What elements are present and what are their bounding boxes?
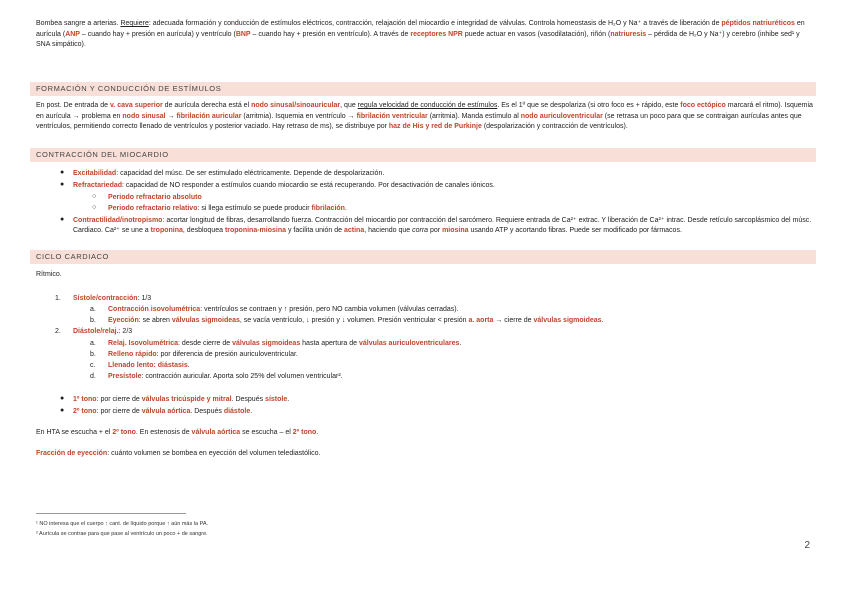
text: .	[459, 340, 462, 347]
text: . Después	[231, 396, 266, 403]
section-header-contraccion	[30, 148, 816, 162]
highlight: fibrilación	[311, 205, 345, 212]
highlight: sístole	[265, 396, 288, 403]
list-item-eyeccion	[108, 316, 604, 326]
text: : capacidad de NO responder a estímulos cuando miocardio se está recuperando. Por desactivación de canales iónicos.	[122, 182, 495, 189]
section-title: CONTRACCIÓN DEL MIOCARDIO	[36, 150, 169, 159]
text: . En estenosis de	[135, 429, 192, 436]
list-item-llenado	[108, 361, 190, 371]
text: : si llega estímulo se puede producir	[197, 205, 312, 212]
text: : por diferencia de presión auriculoventricular.	[156, 351, 298, 358]
text: En HTA se escucha + el	[36, 429, 113, 436]
text: En post. De entrada de	[36, 102, 110, 109]
text: – cuando hay + presión en ventrículo). A través de	[250, 30, 411, 38]
highlight: válvulas sigmoideas	[171, 317, 240, 324]
list-item-relajacion	[108, 339, 461, 349]
text: Bombea sangre a arterias.	[36, 20, 121, 27]
text: .	[287, 396, 290, 403]
text: .	[316, 429, 319, 436]
term: Eyección	[108, 317, 139, 324]
text: , desbloquea	[182, 227, 225, 234]
highlight: troponina	[150, 227, 183, 234]
list-item-isovolumetrica	[108, 305, 459, 315]
list-item-periodo-absoluto	[108, 193, 202, 203]
section-header-ciclo	[30, 250, 816, 264]
underlined-text: regula velocidad de conducción de estímulos	[357, 102, 498, 109]
text: . Es el 1º que se despolariza (si otro foco es + rápido, este	[497, 102, 681, 109]
term: Sístole/contracción	[73, 295, 138, 302]
term: Relaj. Isovolumétrica	[108, 340, 179, 347]
bullet-circle: ○	[92, 193, 97, 200]
text: , que	[340, 102, 358, 109]
italic-text: corra	[412, 227, 429, 234]
highlight: péptidos natriuréticos	[721, 20, 795, 27]
list-item-primer-tono	[73, 395, 289, 405]
text: por	[428, 227, 443, 234]
intro-paragraph	[36, 19, 814, 51]
page-number: 2	[804, 540, 810, 551]
highlight: fibrilación auricular	[176, 112, 242, 120]
text: : 2/3	[118, 328, 133, 335]
term: Excitabilidad	[73, 170, 117, 177]
highlight: válvulas tricúspide y mitral	[141, 396, 232, 403]
list-item-relleno	[108, 350, 298, 360]
text: y facilita unión de	[286, 227, 344, 234]
highlight: válvulas sigmoideas	[232, 340, 301, 347]
text: .	[250, 408, 253, 415]
list-item-contractilidad	[73, 216, 815, 236]
formacion-paragraph	[36, 101, 814, 133]
highlight: fibrilación ventricular	[356, 112, 428, 120]
highlight: nodo sinusal	[122, 112, 166, 120]
highlight: válvula aórtica	[191, 429, 241, 436]
text: . Después	[190, 408, 224, 415]
term: Llenado lento: diástasis	[108, 362, 188, 369]
highlight: foco ectópico	[680, 102, 726, 109]
footnote-1: ¹ NO interesa que el cuerpo ↑ cant. de líquido porque ↑ aún más la PA.	[36, 521, 209, 527]
text: , haciendo que	[364, 227, 413, 234]
text: : capacidad del músc. De ser estimulado eléctricamente. Depende de despolarización.	[116, 170, 385, 177]
text: puede actuar en vasos (vasodilatación), riñón (	[462, 30, 611, 38]
underlined-text: Requiere	[120, 20, 149, 27]
list-letter: d.	[90, 373, 96, 380]
text: : acortar longitud de fibras, desarrollando fuerza. Contracción del miocardio por contracción del sarcómero. Requiere entrada de Ca²⁺ extrac. Y liberación de Ca²⁺ intrac. Desde retículo sarcoplásmico del músc. Cardiaco. Ca²⁺ se une a	[73, 217, 812, 234]
text: hasta apertura de	[300, 340, 359, 347]
list-letter: b.	[90, 351, 96, 358]
footnote-separator	[36, 513, 186, 514]
list-letter: a.	[90, 340, 96, 347]
list-item-segundo-tono	[73, 407, 252, 417]
highlight: v. cava superior	[109, 102, 163, 109]
list-item-excitabilidad	[73, 169, 384, 179]
term: Presístole	[108, 373, 142, 380]
term: Contracción isovolumétrica	[108, 306, 201, 313]
text: : contracción auricular. Aporta solo 25% del volumen ventricular².	[141, 373, 343, 380]
bullet-dot: ●	[60, 216, 65, 223]
text: : adecuada formación y conducción de estímulos eléctricos, contracción, relajación del miocardio e integridad de válvulas. Controla homeostasis de H₂O y Na⁺ a través de liberación de	[148, 20, 722, 27]
text: (despolarización y contracción de ventrículos).	[481, 123, 628, 130]
bullet-circle: ○	[92, 204, 97, 211]
text: → cierre de	[493, 317, 534, 324]
highlight: natriuresis	[610, 30, 647, 38]
list-item-periodo-relativo	[108, 204, 347, 214]
highlight: miosina	[442, 227, 469, 234]
text: se escucha – el	[240, 429, 293, 436]
text: .	[344, 205, 347, 212]
text: : se abren	[138, 317, 172, 324]
text: : por cierre de	[96, 396, 142, 403]
highlight: receptores NPR	[410, 30, 463, 38]
highlight: válvula aórtica	[141, 408, 191, 415]
highlight: válvulas sigmoideas	[533, 317, 602, 324]
highlight: 2º tono	[112, 429, 136, 436]
list-letter: c.	[90, 362, 96, 369]
section-header-formacion	[30, 82, 816, 96]
list-item-presistole	[108, 372, 343, 382]
highlight: nodo sinusal/sinoauricular	[251, 102, 341, 109]
text: (arritmia). Manda estímulo al	[427, 112, 521, 120]
term: Diástole/relaj.	[73, 328, 119, 335]
bullet-dot: ●	[60, 395, 65, 402]
highlight: 2º tono	[292, 429, 317, 436]
term: Refractariedad	[73, 182, 123, 189]
text: – pérdida de H₂O y Na⁺) y cerebro (inhibe sed¹ y SNA simpático).	[36, 30, 800, 48]
text: →	[165, 112, 177, 120]
section-title: FORMACIÓN Y CONDUCCIÓN DE ESTÍMULOS	[36, 84, 222, 93]
text: en aurícula (	[36, 20, 805, 38]
list-letter: a.	[90, 306, 96, 313]
list-item-refractariedad	[73, 181, 495, 191]
highlight: nodo auriculoventricular	[520, 112, 603, 120]
term: 2º tono	[73, 408, 97, 415]
highlight: actina	[344, 227, 365, 234]
text: : por cierre de	[96, 408, 142, 415]
text: , se vacía ventrículo, ↓ presión y ↓ volumen. Presión ventricular < presión	[239, 317, 469, 324]
text: – cuando hay + presión en aurícula) y ventrículo (	[79, 30, 236, 38]
fraccion-eyeccion-paragraph	[36, 449, 320, 459]
bullet-dot: ●	[60, 407, 65, 414]
list-number: 1.	[55, 295, 61, 302]
bullet-dot: ●	[60, 169, 65, 176]
term: Contractilidad/inotropismo	[73, 217, 163, 224]
list-letter: b.	[90, 317, 96, 324]
highlight: válvulas auriculoventriculares	[358, 340, 460, 347]
text: .	[601, 317, 604, 324]
term: 1º tono	[73, 396, 97, 403]
hta-paragraph	[36, 428, 318, 438]
list-item-diastole	[73, 327, 132, 337]
ritmico-text: Rítmico.	[36, 271, 62, 278]
text: : 1/3	[137, 295, 152, 302]
text: marcará el ritmo). Isquemia en aurícula → problema en	[36, 102, 813, 120]
highlight: ANP	[65, 30, 80, 38]
bullet-dot: ●	[60, 181, 65, 188]
highlight: haz de His y red de Purkinje	[388, 123, 482, 130]
text: (se retrasa un poco para que se contraigan aurículas antes que ventrículos, permitiendo correcto llenado de ventrículos y posterior vaciado. Hay retraso de ms), se distribuye por	[36, 112, 802, 130]
term: Relleno rápido	[108, 351, 157, 358]
list-number: 2.	[55, 328, 61, 335]
text: usando ATP y acortando fibras. Puede ser modificado por fármacos.	[468, 227, 682, 234]
highlight: BNP	[235, 30, 251, 38]
text: (arritmia). Isquemia en ventrículo →	[241, 112, 357, 120]
highlight: troponina-miosina	[224, 227, 287, 234]
term: Periodo refractario relativo	[108, 205, 198, 212]
term: Periodo refractario absoluto	[108, 194, 202, 201]
text: .	[187, 362, 190, 369]
footnote-2: ² Aurícula se contrae para que pase al ventrículo un poco + de sangre.	[36, 531, 208, 537]
text: : cuánto volumen se bombea en eyección del volumen telediastólico.	[107, 450, 321, 457]
term: Fracción de eyección	[36, 450, 108, 457]
highlight: a. aorta	[468, 317, 494, 324]
text: : desde cierre de	[178, 340, 233, 347]
text: de aurícula derecha está el	[162, 102, 252, 109]
text: : ventrículos se contraen y ↑ presión, pero NO cambia volumen (válvulas cerradas).	[200, 306, 459, 313]
section-title: CICLO CARDIACO	[36, 252, 109, 261]
list-item-sistole	[73, 294, 151, 304]
highlight: diástole	[223, 408, 251, 415]
